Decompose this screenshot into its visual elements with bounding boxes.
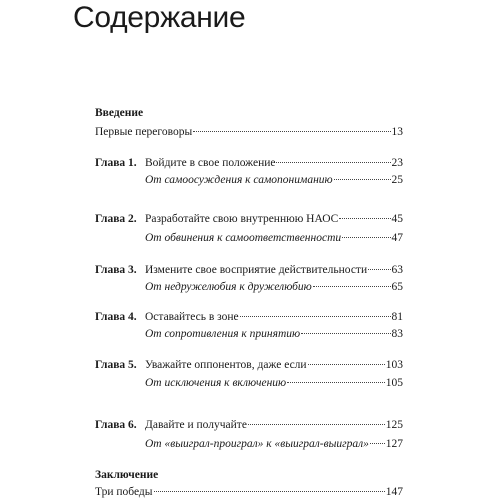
toc-chapter-5-subtitle[interactable] (95, 375, 403, 391)
dot-leader (339, 218, 390, 219)
toc-page-number: 125 (385, 419, 403, 431)
toc-page-number: 25 (391, 174, 403, 186)
intro-heading: Введение (95, 107, 144, 119)
dot-leader (301, 333, 390, 334)
dot-leader (342, 237, 390, 238)
toc-page-number: 45 (391, 213, 403, 225)
dot-leader (313, 286, 391, 287)
toc-page-number: 47 (391, 232, 403, 244)
dot-leader (334, 179, 391, 180)
page-title: Содержание (73, 1, 246, 34)
chapter-title: Разработайте свою внутреннюю НАОС (145, 213, 339, 225)
dot-leader (154, 491, 385, 492)
toc-page-number: 147 (385, 486, 403, 498)
toc-chapter-5[interactable] (95, 357, 403, 373)
dot-leader (240, 316, 391, 317)
toc-chapter-3-subtitle[interactable] (95, 279, 403, 295)
dot-leader (287, 382, 385, 383)
toc-chapter-1[interactable] (95, 155, 403, 171)
chapter-label: Глава 5. (95, 359, 137, 371)
toc-entry-conclusion[interactable] (95, 484, 403, 500)
toc-chapter-4-subtitle[interactable] (95, 326, 403, 342)
chapter-label: Глава 4. (95, 311, 137, 323)
toc-page-number: 65 (391, 281, 403, 293)
chapter-title: Войдите в свое положение (145, 157, 276, 169)
toc-page-number: 23 (391, 157, 403, 169)
toc-page-number: 103 (385, 359, 403, 371)
toc-page-number: 105 (385, 377, 403, 389)
toc-page-number: 81 (391, 311, 403, 323)
toc-chapter-4[interactable] (95, 309, 403, 325)
chapter-label: Глава 1. (95, 157, 137, 169)
dot-leader (370, 443, 385, 444)
toc-chapter-1-subtitle[interactable] (95, 172, 403, 188)
dot-leader (276, 162, 390, 163)
toc-chapter-6-subtitle[interactable] (95, 436, 403, 452)
toc-chapter-3[interactable] (95, 262, 403, 278)
toc-entry-text: Три победы (95, 486, 153, 498)
toc-chapter-2-subtitle[interactable] (95, 230, 403, 246)
toc-page-number: 127 (385, 438, 403, 450)
chapter-label: Глава 2. (95, 213, 137, 225)
chapter-title: Оставайтесь в зоне (145, 311, 239, 323)
chapter-label: Глава 6. (95, 419, 137, 431)
dot-leader (248, 424, 385, 425)
chapter-title: Измените свое восприятие действительности (145, 264, 368, 276)
chapter-subtitle: От недружелюбия к дружелюбию (145, 281, 312, 293)
toc-chapter-2[interactable] (95, 211, 403, 227)
dot-leader (368, 269, 390, 270)
chapter-subtitle: От исключения к включению (145, 377, 287, 389)
toc-chapter-6[interactable] (95, 417, 403, 433)
conclusion-heading: Заключение (95, 469, 159, 481)
chapter-subtitle: От сопротивления к принятию (145, 328, 301, 340)
toc-entry-text: Первые переговоры (95, 126, 193, 138)
toc-page-number: 63 (391, 264, 403, 276)
chapter-title: Уважайте оппонентов, даже если (145, 359, 307, 371)
chapter-title: Давайте и получайте (145, 419, 247, 431)
toc-page-number: 83 (391, 328, 403, 340)
toc-page-number: 13 (391, 126, 403, 138)
dot-leader (308, 364, 385, 365)
chapter-subtitle: От самоосуждения к самопониманию (145, 174, 333, 186)
dot-leader (193, 131, 390, 132)
chapter-subtitle: От «выиграл-проиграл» к «выиграл-выиграл» (145, 438, 369, 450)
chapter-label: Глава 3. (95, 264, 137, 276)
toc-entry-intro[interactable] (95, 124, 403, 140)
chapter-subtitle: От обвинения к самоответственности (145, 232, 342, 244)
